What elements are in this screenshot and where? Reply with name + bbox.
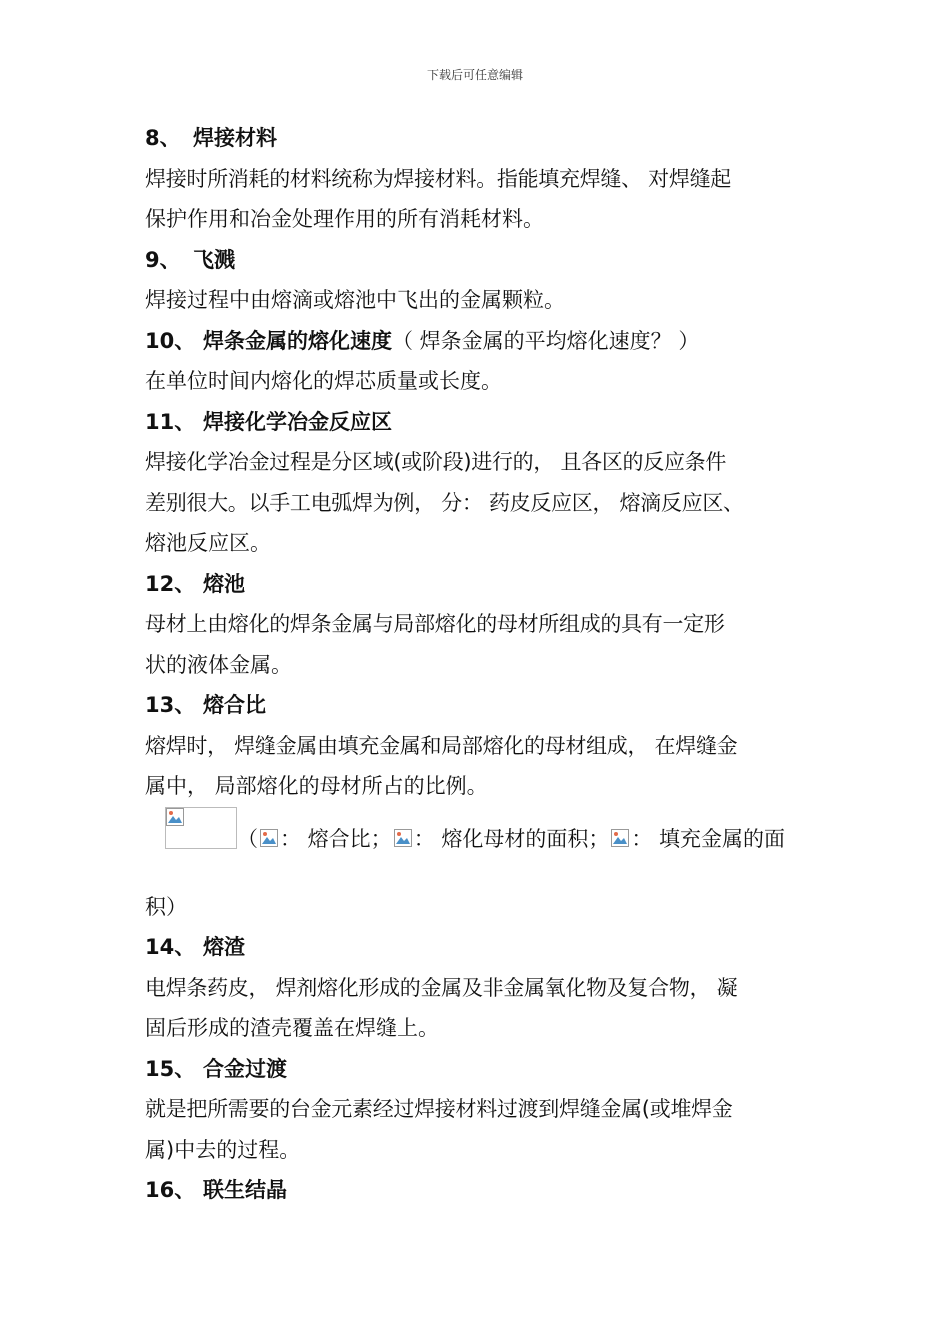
section-13-heading xyxy=(145,685,810,726)
paragraph-line: 熔焊时， 焊缝金属由填充金属和局部熔化的母材组成， 在焊缝金 xyxy=(145,733,738,758)
paragraph-line: 固后形成的渣壳覆盖在焊缝上。 xyxy=(145,1016,439,1040)
formula-legend xyxy=(237,819,785,859)
section-15-heading xyxy=(145,1049,810,1090)
section-title: 熔合比 xyxy=(203,693,266,717)
section-10-heading xyxy=(145,321,810,362)
paragraph-line: 属)中去的过程。 xyxy=(145,1137,301,1162)
broken-image-icon xyxy=(611,829,629,847)
section-number: 14、 xyxy=(145,935,196,959)
section-8-heading xyxy=(145,118,810,159)
symbol-image xyxy=(260,829,278,851)
section-title: 合金过渡 xyxy=(203,1056,287,1081)
section-9-heading xyxy=(145,240,810,281)
paragraph-line: 焊接时所消耗的材料统称为焊接材料。指能填充焊缝、 对焊缝起 xyxy=(145,166,731,191)
section-11-heading xyxy=(145,402,810,443)
section-number: 16、 xyxy=(145,1178,196,1202)
broken-image-icon xyxy=(394,829,412,847)
formula-image xyxy=(165,807,237,849)
paragraph-line: 就是把所需要的台金元素经过焊接材料过渡到焊缝金属(或堆焊金 xyxy=(145,1097,733,1121)
symbol-image xyxy=(394,829,412,851)
symbol-image xyxy=(611,829,629,851)
broken-image-icon xyxy=(166,808,184,826)
document-body xyxy=(145,118,810,1211)
paragraph-line: 积） xyxy=(145,894,187,919)
section-number: 8、 xyxy=(145,126,181,150)
paren-open: （ xyxy=(237,826,258,851)
broken-image-icon xyxy=(260,829,278,847)
paragraph-line: 状的液体金属。 xyxy=(145,652,292,677)
section-number: 13、 xyxy=(145,693,196,717)
symbol-desc: ： 填充金属的面 xyxy=(631,826,786,851)
paragraph-line: 母材上由熔化的焊条金属与局部熔化的母材所组成的具有一定形 xyxy=(145,612,725,636)
symbol-desc: ： 熔化母材的面积； xyxy=(413,826,610,851)
paragraph-line: 焊接化学冶金过程是分区域(或阶段)进行的， 且各区的反应条件 xyxy=(145,450,727,474)
paragraph-line: 差别很大。以手工电弧焊为例， 分： 药皮反应区， 熔滴反应区、 xyxy=(145,490,744,515)
section-number: 11、 xyxy=(145,409,196,434)
paragraph-line: 在单位时间内熔化的焊芯质量或长度。 xyxy=(145,369,502,393)
section-16-heading xyxy=(145,1170,810,1211)
section-number: 9、 xyxy=(145,247,181,272)
section-number: 15、 xyxy=(145,1056,196,1081)
formula-block xyxy=(145,807,810,887)
page-header: 下载后可任意编辑 xyxy=(426,68,523,82)
section-12-heading xyxy=(145,564,810,605)
section-title: 熔渣 xyxy=(203,935,245,959)
section-title: 焊条金属的熔化速度 xyxy=(203,328,392,353)
paragraph-line: 电焊条药皮， 焊剂熔化形成的金属及非金属氧化物及复合物， 凝 xyxy=(145,975,738,1000)
paragraph-line: 焊接过程中由熔滴或熔池中飞出的金属颗粒。 xyxy=(145,288,565,312)
section-note: （ 焊条金属的平均熔化速度？ ） xyxy=(392,328,700,353)
section-title: 联生结晶 xyxy=(203,1178,287,1202)
paragraph-line: 熔池反应区。 xyxy=(145,531,271,555)
section-title: 焊接化学冶金反应区 xyxy=(203,409,392,434)
section-number: 12、 xyxy=(145,571,196,596)
symbol-desc: ： 熔合比； xyxy=(280,826,392,851)
paragraph-line: 属中， 局部熔化的母材所占的比例。 xyxy=(145,774,488,798)
section-14-heading xyxy=(145,927,810,968)
section-title: 熔池 xyxy=(203,571,245,596)
section-title: 焊接材料 xyxy=(193,126,277,150)
paragraph-line: 保护作用和冶金处理作用的所有消耗材料。 xyxy=(145,207,544,231)
section-number: 10、 xyxy=(145,328,196,353)
section-title: 飞溅 xyxy=(193,247,235,272)
